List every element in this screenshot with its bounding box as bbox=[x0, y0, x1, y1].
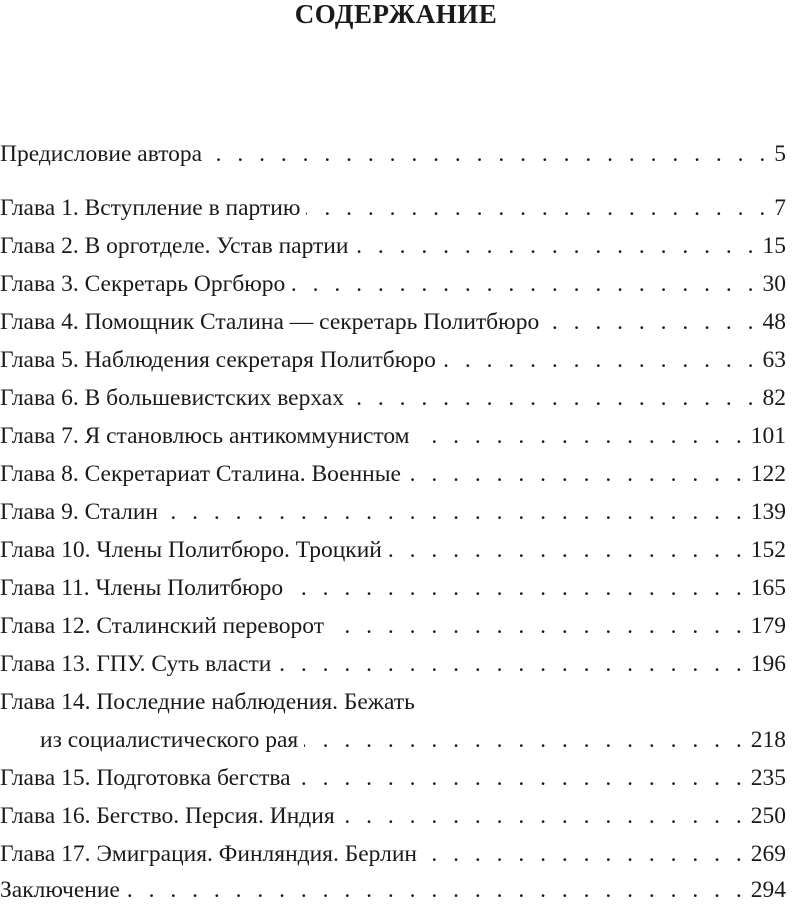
toc-entry-chapter-11[interactable] bbox=[0, 568, 786, 602]
toc-page-number: 165 bbox=[750, 575, 786, 601]
toc-leader-dots bbox=[545, 308, 758, 336]
toc-page-number: 5 bbox=[774, 141, 786, 167]
toc-leader-dots bbox=[423, 840, 747, 868]
toc-leader-dots bbox=[126, 876, 747, 904]
toc-entry-preface[interactable] bbox=[0, 134, 786, 168]
toc-entry-chapter-14-continued[interactable] bbox=[0, 720, 786, 754]
toc-leader-dots bbox=[354, 232, 758, 260]
toc-entry-chapter-16[interactable] bbox=[0, 796, 786, 830]
toc-entry-label: Глава 13. ГПУ. Суть власти bbox=[0, 651, 272, 677]
toc-entry-chapter-5[interactable] bbox=[0, 340, 786, 374]
toc-page-number: 7 bbox=[774, 195, 786, 221]
toc-page-number: 294 bbox=[750, 877, 786, 903]
toc-entry-label: Предисловие автора bbox=[0, 141, 203, 167]
toc-entry-label: Глава 1. Вступление в партию bbox=[0, 195, 301, 221]
toc-page-number: 139 bbox=[750, 499, 786, 525]
toc-page-number: 122 bbox=[750, 461, 786, 487]
toc-entry-chapter-3[interactable] bbox=[0, 264, 786, 298]
toc-leader-dots bbox=[388, 536, 747, 564]
toc-entry-label: Глава 4. Помощник Сталина — секретарь Политбюро bbox=[0, 309, 540, 335]
toc-entry-label: Глава 3. Секретарь Оргбюро bbox=[0, 271, 286, 297]
toc-entry-conclusion[interactable] bbox=[0, 870, 786, 904]
toc-entry-chapter-10[interactable] bbox=[0, 530, 786, 564]
toc-page-number: 152 bbox=[750, 537, 786, 563]
toc-page-number: 250 bbox=[750, 803, 786, 829]
toc-entry-label: Глава 7. Я становлюсь антикоммунистом bbox=[0, 423, 410, 449]
toc-entry-label: Глава 5. Наблюдения секретаря Политбюро bbox=[0, 347, 436, 373]
toc-entry-label: Глава 9. Сталин bbox=[0, 499, 159, 525]
toc-entry-label: Глава 12. Сталинский переворот bbox=[0, 613, 324, 639]
toc-leader-dots bbox=[416, 422, 747, 450]
toc-entry-chapter-12[interactable] bbox=[0, 606, 786, 640]
toc-entry-label: Заключение bbox=[0, 877, 120, 903]
toc-entry-label: Глава 11. Члены Политбюро bbox=[0, 575, 284, 601]
toc-leader-dots bbox=[291, 270, 758, 298]
toc-entry-label: Глава 2. В орготделе. Устав партии bbox=[0, 233, 349, 259]
toc-entry-label: Глава 16. Бегство. Персия. Индия bbox=[0, 803, 335, 829]
toc-entry-label: Глава 14. Последние наблюдения. Бежать bbox=[0, 689, 415, 715]
toc-page-number: 30 bbox=[762, 271, 786, 297]
toc-page-number: 179 bbox=[750, 613, 786, 639]
toc-page-number: 269 bbox=[750, 841, 786, 867]
toc-page-number: 218 bbox=[750, 727, 786, 753]
toc-leader-dots bbox=[350, 384, 759, 412]
toc-page-number: 82 bbox=[762, 385, 786, 411]
toc-entry-label: Глава 10. Члены Политбюро. Троцкий bbox=[0, 537, 382, 563]
toc-entry-chapter-1[interactable] bbox=[0, 188, 786, 222]
toc-entry-chapter-13[interactable] bbox=[0, 644, 786, 678]
toc-leader-dots bbox=[341, 802, 747, 830]
toc-leader-dots bbox=[407, 460, 747, 488]
toc-entry-label: Глава 15. Подготовка бегства bbox=[0, 765, 291, 791]
toc-entry-chapter-7[interactable] bbox=[0, 416, 786, 450]
toc-entry-label-continued: из социалистического рая bbox=[40, 727, 299, 753]
toc-page-number: 235 bbox=[750, 765, 786, 791]
page-title: СОДЕРЖАНИЕ bbox=[294, 0, 498, 29]
toc-page-number: 196 bbox=[750, 651, 786, 677]
toc-leader-dots bbox=[297, 764, 747, 792]
toc-page-number: 63 bbox=[762, 347, 786, 373]
toc-leader-dots bbox=[277, 650, 746, 678]
toc-leader-dots bbox=[304, 726, 747, 754]
toc-entry-label: Глава 8. Секретариат Сталина. Военные bbox=[0, 461, 401, 487]
toc-leader-dots bbox=[164, 498, 747, 526]
toc-entry-chapter-6[interactable] bbox=[0, 378, 786, 412]
toc-leader-dots bbox=[442, 346, 759, 374]
toc-entry-chapter-14[interactable] bbox=[0, 682, 786, 716]
toc-leader-dots bbox=[208, 140, 770, 168]
toc-entry-chapter-8[interactable] bbox=[0, 454, 786, 488]
toc-entry-chapter-17[interactable] bbox=[0, 834, 786, 868]
toc-leader-dots bbox=[306, 194, 770, 222]
toc-leader-dots bbox=[330, 612, 747, 640]
toc-page-number: 101 bbox=[750, 423, 786, 449]
toc-leader-dots bbox=[289, 574, 747, 602]
toc-entry-chapter-15[interactable] bbox=[0, 758, 786, 792]
toc-entry-chapter-2[interactable] bbox=[0, 226, 786, 260]
toc-entry-label: Глава 17. Эмиграция. Финляндия. Берлин bbox=[0, 841, 417, 867]
toc-page-number: 15 bbox=[762, 233, 786, 259]
toc-entry-label: Глава 6. В большевистских верхах bbox=[0, 385, 344, 411]
toc-page-number: 48 bbox=[762, 309, 786, 335]
toc-entry-chapter-4[interactable] bbox=[0, 302, 786, 336]
toc-entry-chapter-9[interactable] bbox=[0, 492, 786, 526]
